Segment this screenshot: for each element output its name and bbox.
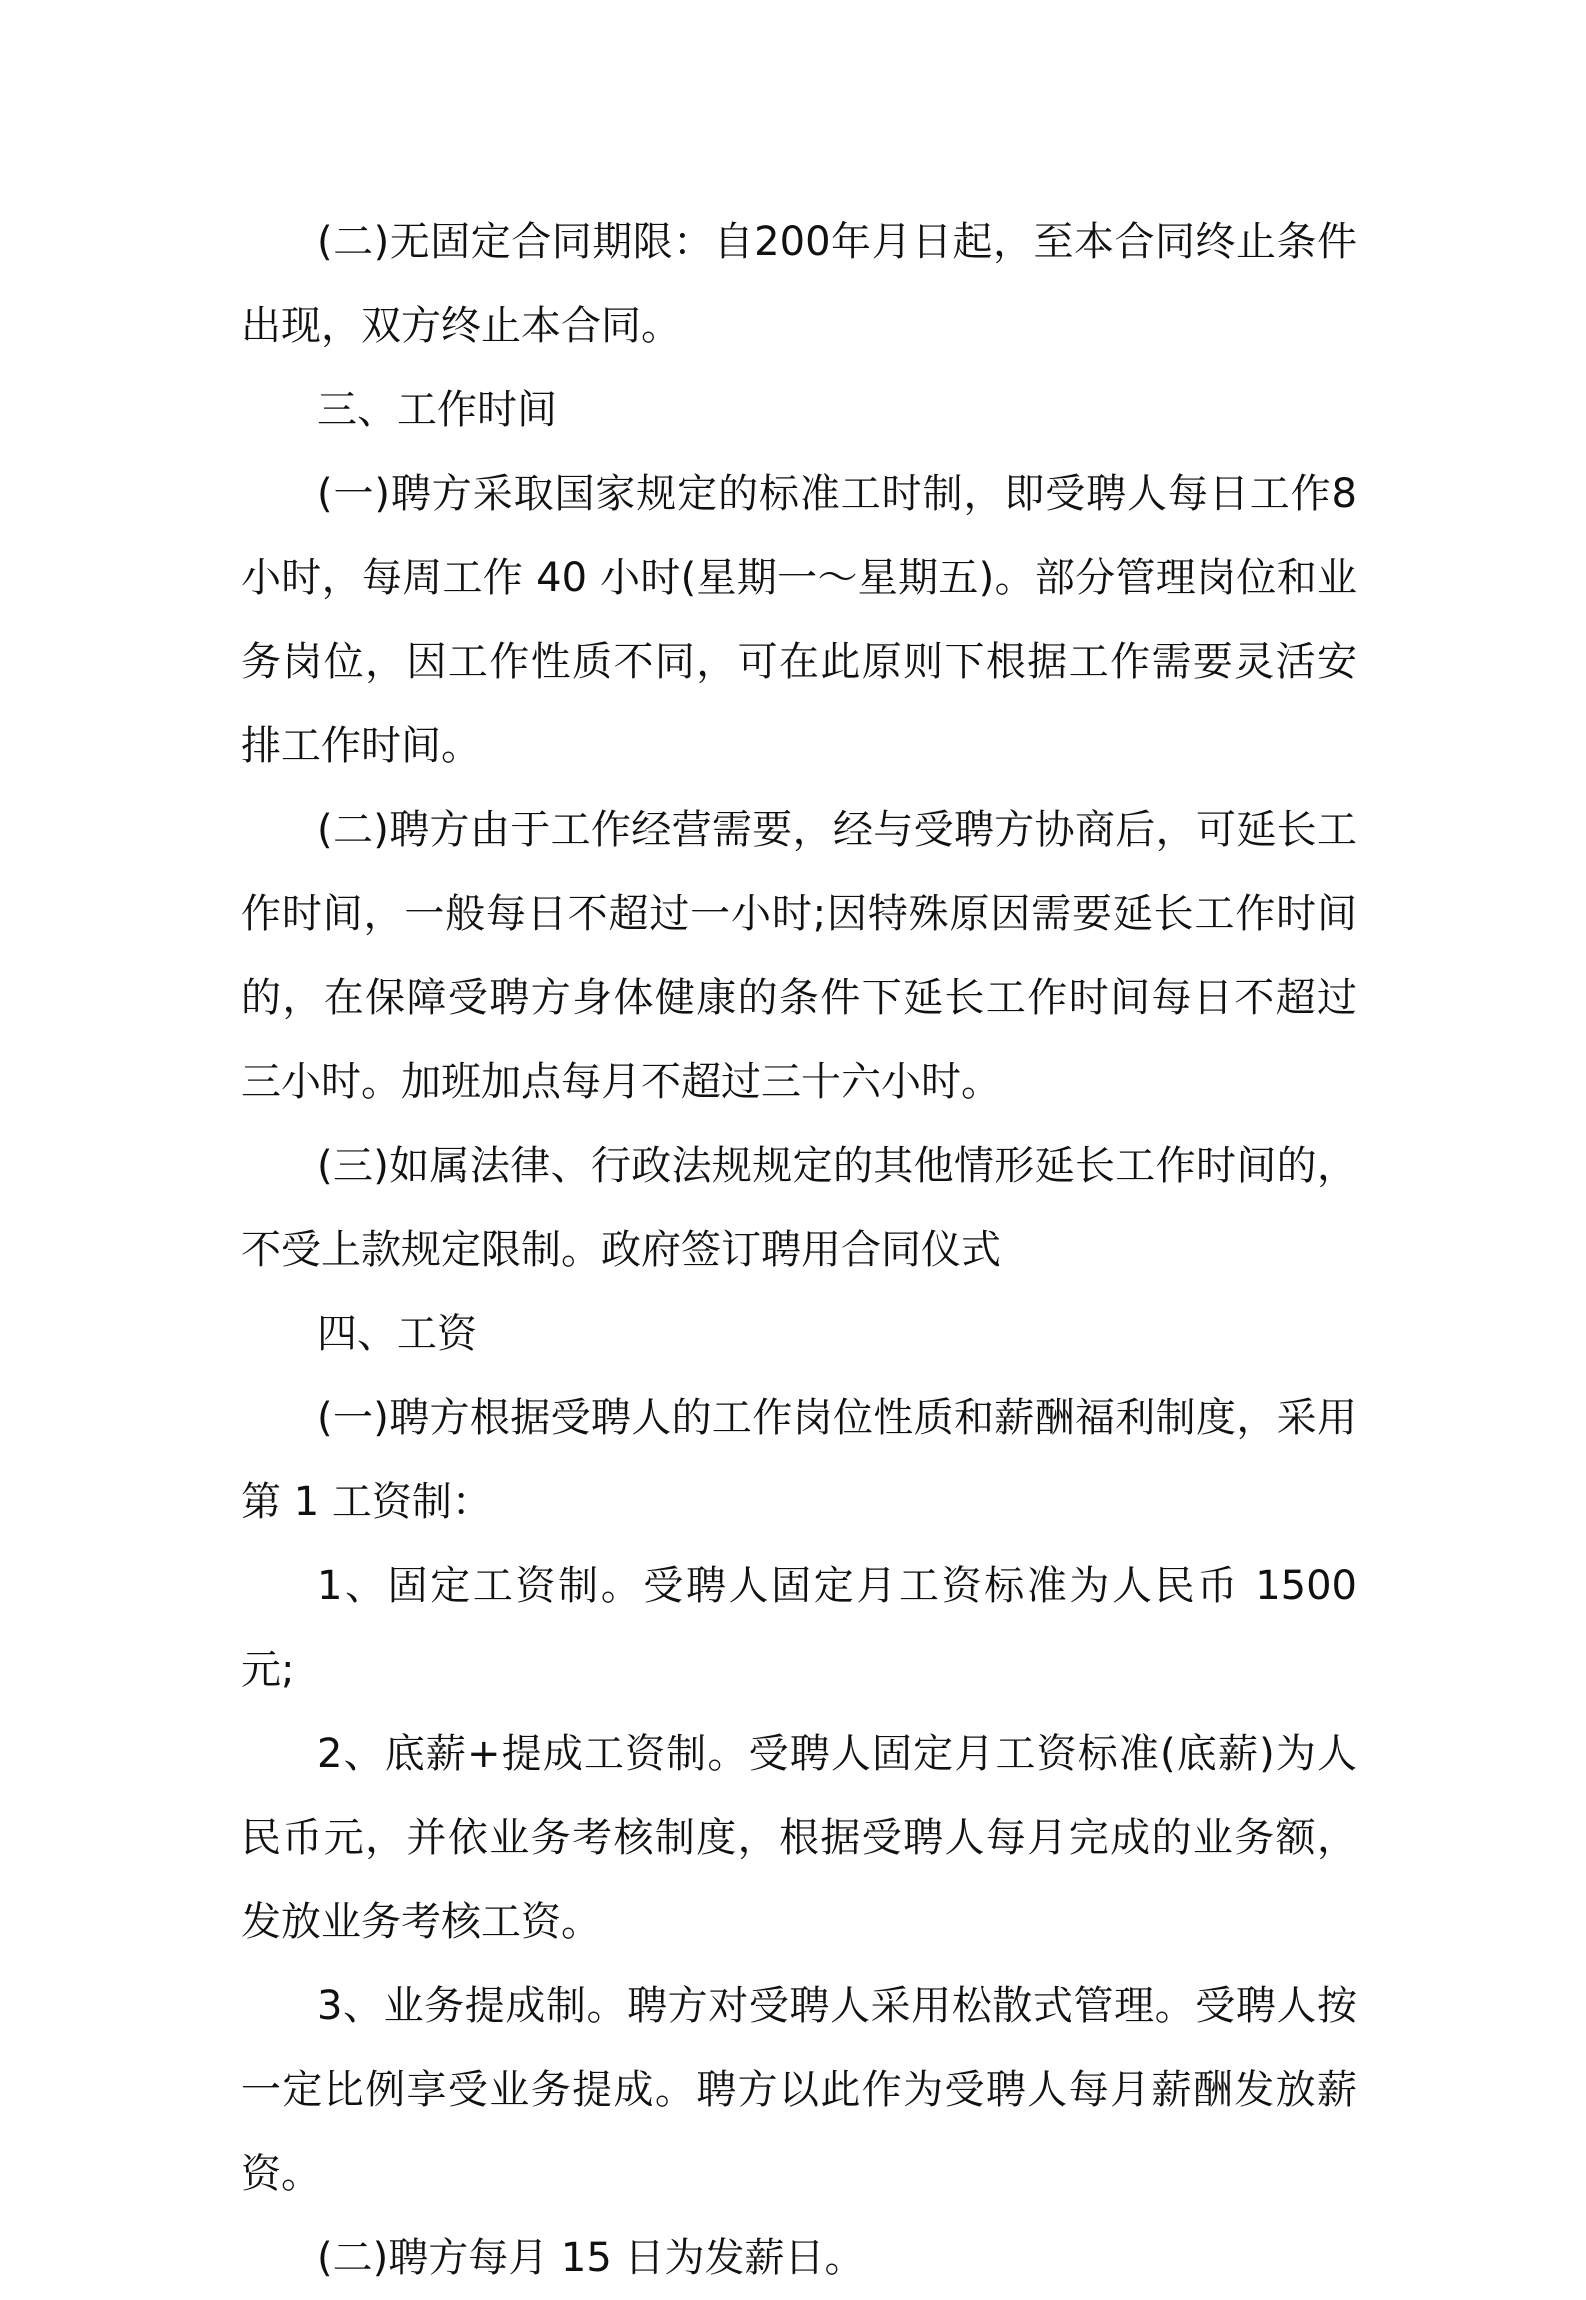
paragraph-overtime: (二)聘方由于工作经营需要，经与受聘方协商后，可延长工作时间，一般每日不超过一小时;因特殊原因需要延长工作时间的，在保障受聘方身体健康的条件下延长工作时间每日不超过三小时。加班加点每月不超过三十六小时。: [241, 807, 1357, 1105]
list-item-base-plus-commission: 2、底薪+提成工资制。受聘人固定月工资标准(底薪)为人民币元，并依业务考核制度，根据受聘人每月完成的业务额，发放业务考核工资。: [241, 1731, 1357, 1945]
heading-working-hours: 三、工作时间: [317, 387, 557, 433]
heading-wages: 四、工资: [317, 1311, 477, 1357]
document-body: [241, 200, 1357, 2300]
list-item-commission: 3、业务提成制。聘方对受聘人采用松散式管理。受聘人按一定比例享受业务提成。聘方以此作为受聘人每月薪酬发放薪资。: [241, 1983, 1357, 2197]
paragraph-contract-term: (二)无固定合同期限：自200年月日起，至本合同终止条件出现，双方终止本合同。: [241, 219, 1357, 349]
paragraph-payday: (二)聘方每月 15 日为发薪日。: [317, 2235, 865, 2281]
list-item-fixed-wage: 1、固定工资制。受聘人固定月工资标准为人民币 1500 元;: [241, 1563, 1357, 1693]
paragraph-wage-system: (一)聘方根据受聘人的工作岗位性质和薪酬福利制度，采用第 1 工资制：: [241, 1395, 1357, 1525]
paragraph-legal-exceptions: (三)如属法律、行政法规规定的其他情形延长工作时间的，不受上款规定限制。政府签订聘用合同仪式: [241, 1143, 1357, 1273]
paragraph-standard-hours: (一)聘方采取国家规定的标准工时制，即受聘人每日工作8小时，每周工作 40 小时(星期一～星期五)。部分管理岗位和业务岗位，因工作性质不同，可在此原则下根据工作需要灵活安排工作时间。: [241, 471, 1357, 769]
